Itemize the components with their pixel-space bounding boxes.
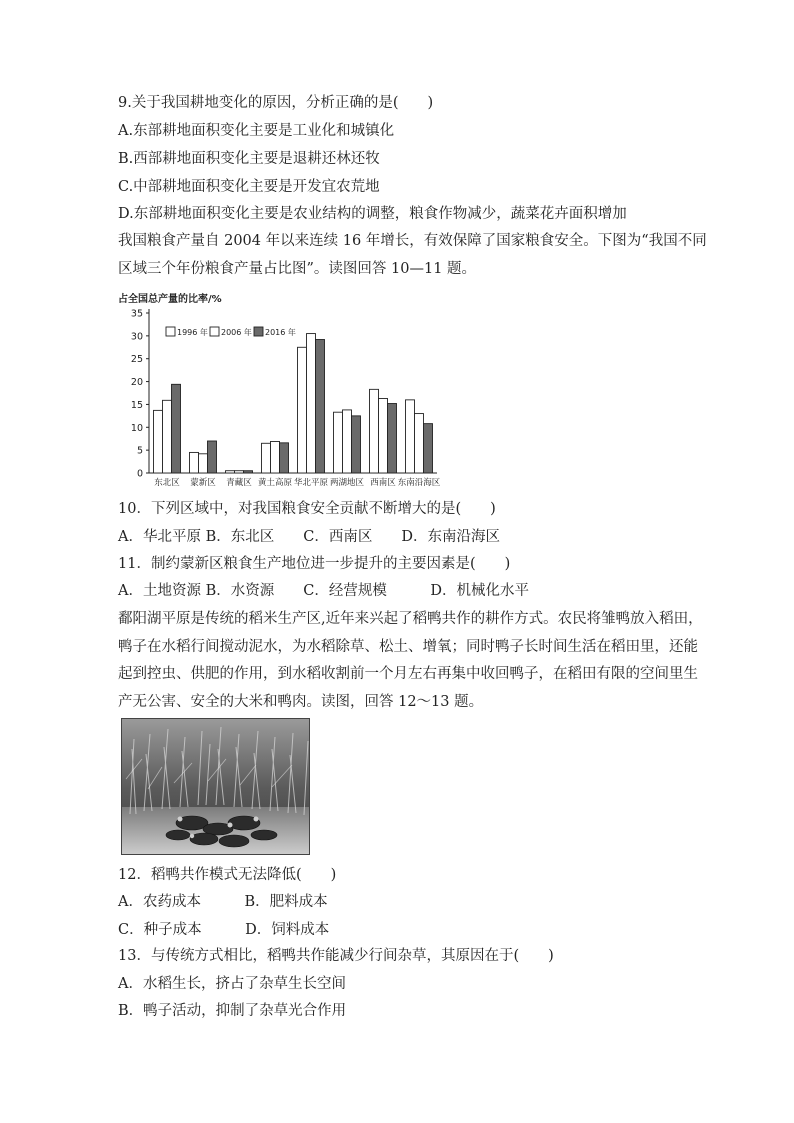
x-tick-label: 华北平原 (293, 478, 329, 488)
bar (370, 389, 379, 473)
bar (163, 400, 172, 473)
q9-stem: 9.关于我国耕地变化的原因，分析正确的是( ) (118, 95, 434, 111)
q11-options: A．土地资源 B．水资源 C．经营规模 D．机械化水平 (118, 583, 529, 599)
q12-options-ab: A．农药成本 B．肥料成本 (118, 894, 328, 910)
bar (352, 416, 361, 473)
bar (154, 410, 163, 473)
rice-duck-photo (121, 718, 310, 855)
y-tick-label: 10 (130, 422, 143, 434)
y-tick-label: 5 (136, 445, 143, 457)
x-tick-label: 东南沿海区 (397, 478, 441, 488)
q13-option-b: B．鸭子活动，抑制了杂草光合作用 (118, 1003, 347, 1019)
y-tick-label: 15 (130, 399, 143, 411)
q10-options: A．华北平原 B．东北区 C．西南区 D．东南沿海区 (118, 529, 500, 545)
legend-swatch (210, 327, 219, 336)
intro2-line4: 产无公害、安全的大米和鸭肉。读图，回答 12～13 题。 (118, 694, 484, 710)
q12-stem: 12．稻鸭共作模式无法降低( ) (118, 867, 337, 883)
x-tick-label: 黄土高原 (257, 478, 293, 488)
q13-option-a: A．水稻生长，挤占了杂草生长空间 (118, 976, 346, 992)
bar (406, 400, 415, 473)
q12-options-cd: C．种子成本 D．饲料成本 (118, 922, 330, 938)
bar (199, 454, 208, 473)
bar (379, 398, 388, 473)
x-tick-label: 两湖地区 (329, 478, 365, 488)
q9-option-a: A.东部耕地面积变化主要是工业化和城镇化 (118, 123, 395, 139)
bar (271, 441, 280, 473)
grain-share-chart (116, 290, 446, 490)
q10-stem: 10．下列区域中，对我国粮食安全贡献不断增大的是( ) (118, 501, 496, 517)
intro2-line2: 鸭子在水稻行间搅动泥水，为水稻除草、松土、增氧；同时鸭子长时间生活在稻田里，还能 (118, 639, 698, 655)
legend-label: 2016 年 (265, 328, 296, 337)
y-tick-label: 30 (130, 331, 143, 343)
bar (226, 471, 235, 473)
q11-stem: 11．制约蒙新区粮食生产地位进一步提升的主要因素是( ) (118, 556, 511, 572)
bar (262, 443, 271, 473)
bar (334, 412, 343, 473)
intro1-line2: 区域三个年份粮食产量占比图”。读图回答 10—11 题。 (118, 261, 477, 277)
bar (235, 471, 244, 473)
bar (343, 410, 352, 473)
q13-stem: 13．与传统方式相比，稻鸭共作能减少行间杂草，其原因在于( ) (118, 948, 554, 964)
bar (316, 340, 325, 473)
y-tick-label: 25 (130, 354, 143, 366)
x-tick-label: 青藏区 (226, 478, 252, 488)
q9-option-c: C.中部耕地面积变化主要是开发宜农荒地 (118, 179, 380, 195)
y-axis-title: 占全国总产量的比率/% (118, 294, 222, 305)
legend-swatch (166, 327, 175, 336)
bar (307, 334, 316, 473)
bar (280, 443, 289, 473)
bar (172, 384, 181, 473)
bar (424, 424, 433, 473)
y-tick-label: 35 (130, 308, 143, 320)
legend-swatch (254, 327, 263, 336)
bar (388, 404, 397, 473)
x-tick-label: 东北区 (154, 478, 180, 488)
q9-option-b: B.西部耕地面积变化主要是退耕还林还牧 (118, 151, 380, 167)
q9-option-d: D.东部耕地面积变化主要是农业结构的调整，粮食作物减少，蔬菜花卉面积增加 (118, 206, 627, 222)
legend-label: 1996 年 (177, 328, 208, 337)
intro2-line1: 鄱阳湖平原是传统的稻米生产区,近年来兴起了稻鸭共作的耕作方式。农民将雏鸭放入稻田， (118, 611, 703, 627)
legend-label: 2006 年 (221, 328, 252, 337)
bar (190, 452, 199, 473)
y-tick-label: 0 (136, 468, 143, 480)
bar (244, 471, 253, 473)
bar (415, 414, 424, 473)
intro1-line1: 我国粮食产量自 2004 年以来连续 16 年增长，有效保障了国家粮食安全。下图为“我国不同 (118, 233, 707, 249)
x-tick-label: 蒙新区 (190, 478, 216, 488)
intro2-line3: 起到控虫、供肥的作用，到水稻收割前一个月左右再集中收回鸭子，在稻田有限的空间里生 (118, 666, 698, 682)
y-tick-label: 20 (130, 377, 143, 389)
bar (208, 441, 217, 473)
bar (298, 347, 307, 473)
x-tick-label: 西南区 (370, 478, 396, 488)
